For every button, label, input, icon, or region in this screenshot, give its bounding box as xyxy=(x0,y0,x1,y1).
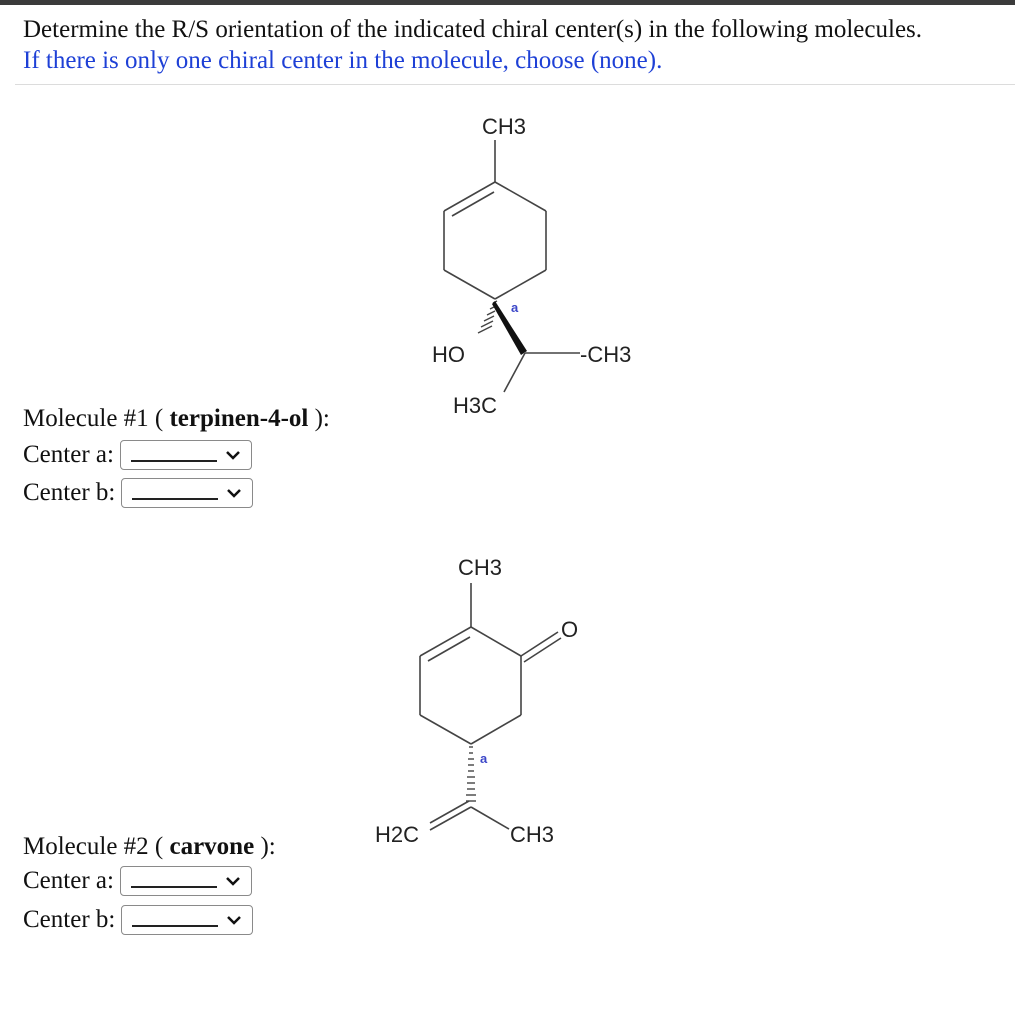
select-value xyxy=(132,925,218,927)
ch3-top-label: CH3 xyxy=(482,114,527,139)
hashed-wedge xyxy=(466,747,476,801)
solid-wedge xyxy=(492,301,527,355)
chevron-down-icon xyxy=(226,913,242,927)
select-value xyxy=(131,460,217,462)
molecule-2-center-b-select[interactable] xyxy=(121,905,253,935)
center-a-marker: a xyxy=(511,300,519,315)
select-value xyxy=(132,498,218,500)
center-b-label: Center b: xyxy=(23,479,116,506)
oxygen-label: O xyxy=(561,617,579,642)
molecule-2-center-a-row xyxy=(23,866,252,896)
molecule-2-center-b-row xyxy=(23,905,253,935)
molecule-2-structure xyxy=(360,545,620,865)
question-line-2: If there is only one chiral center in the molecule, choose (none). xyxy=(23,47,663,74)
molecule-1-title: Molecule #1 ( terpinen-4-ol ): xyxy=(23,405,330,432)
molecule-1-name: terpinen-4-ol xyxy=(169,405,309,432)
molecule-2-name: carvone xyxy=(169,833,255,860)
molecule-1-center-a-select[interactable] xyxy=(120,440,252,470)
chevron-down-icon xyxy=(225,874,241,888)
molecule-1-center-b-row xyxy=(23,478,253,508)
h3c-label: H3C xyxy=(453,393,498,418)
center-a-marker: a xyxy=(480,751,488,766)
chevron-down-icon xyxy=(226,486,242,500)
divider xyxy=(15,84,1015,85)
question-text xyxy=(23,14,1003,76)
ch3-right-label: -CH3 xyxy=(580,342,632,367)
chevron-down-icon xyxy=(225,448,241,462)
ch3-right-label: CH3 xyxy=(510,822,555,847)
molecule-1-structure xyxy=(380,100,660,430)
center-a-label: Center a: xyxy=(23,867,114,894)
ch3-top-label: CH3 xyxy=(458,555,503,580)
center-a-label: Center a: xyxy=(23,441,114,468)
center-b-label: Center b: xyxy=(23,906,116,933)
molecule-1-center-b-select[interactable] xyxy=(121,478,253,508)
molecule-1-center-a-row xyxy=(23,440,252,470)
ho-label: HO xyxy=(432,342,465,367)
molecule-2-title: Molecule #2 ( carvone ): xyxy=(23,833,276,860)
molecule-2-center-a-select[interactable] xyxy=(120,866,252,896)
select-value xyxy=(131,886,217,888)
top-border xyxy=(0,0,1015,5)
question-line-1: Determine the R/S orientation of the indicated chiral center(s) in the following molecules. xyxy=(23,16,923,43)
h2c-label: H2C xyxy=(375,822,420,847)
